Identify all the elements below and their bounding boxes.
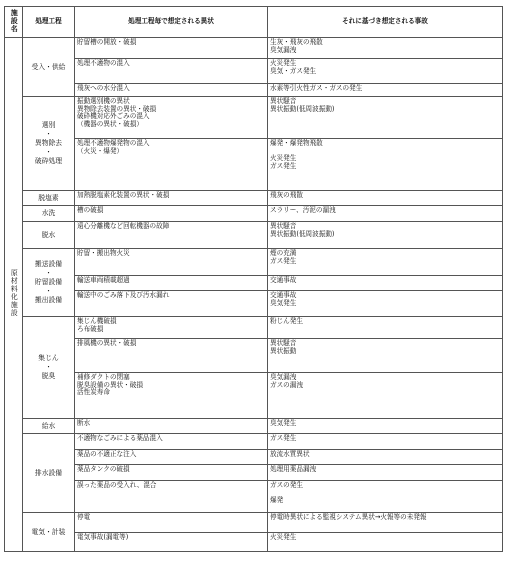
anomaly-cell (75, 465, 268, 481)
accident-text: スラリー、汚泥の漏洩 (270, 206, 336, 214)
anomaly-cell (75, 38, 268, 59)
process-label: ・ (45, 363, 52, 371)
anomaly-text: 処理不適物爆発物の混入 (77, 139, 150, 147)
process-cell (23, 513, 75, 552)
anomaly-text: 薬品の不適正な注入 (77, 450, 137, 458)
process-cell (23, 206, 75, 222)
table-row (5, 38, 503, 59)
anomaly-text: 電気事故(漏電等) (77, 533, 129, 541)
accident-cell (268, 97, 503, 139)
anomaly-cell (75, 513, 268, 533)
accident-cell (268, 84, 503, 97)
anomaly-cell (75, 139, 268, 191)
accident-text: 生灰・飛灰の飛散 (270, 38, 323, 46)
anomaly-text: 振動選別機の異状 (77, 97, 130, 105)
accident-text: ガスの漏洩 (270, 380, 303, 389)
process-label: 水洗 (41, 209, 56, 217)
accident-text: 異状振動(低周波振動) (270, 229, 335, 238)
process-cell (23, 317, 75, 419)
process-label: 搬送設備 (34, 260, 63, 268)
anomaly-cell (75, 291, 268, 317)
table-row (5, 249, 503, 276)
accident-text: 処理用薬品漏洩 (270, 465, 317, 473)
anomaly-text: 異物除去装置の異状・破損 (77, 104, 157, 113)
accident-cell (268, 317, 503, 339)
accident-text: ガス発生 (270, 256, 297, 265)
anomaly-text: 加熱脱塩素化装置の異状・破損 (77, 191, 170, 199)
anomaly-text: 不適物なごみによる薬品混入 (77, 434, 163, 442)
accident-text: 火災発生 (270, 59, 297, 67)
anomaly-text: 輸送中のごみ落下及び汚水漏れ (77, 291, 170, 299)
table-body (5, 38, 503, 552)
anomaly-text: 排風機の異状・破損 (77, 339, 137, 347)
anomaly-text: 遠心分離機など回転機器の故障 (77, 222, 170, 230)
process-label: ・ (45, 287, 52, 295)
anomaly-cell (75, 97, 268, 139)
anomaly-cell (75, 222, 268, 249)
anomaly-text: 停電 (77, 513, 91, 521)
process-label: 脱臭 (41, 372, 56, 380)
process-cell (23, 38, 75, 97)
anomaly-text: 飛灰への水分混入 (77, 84, 130, 92)
accident-text: 臭気発生 (270, 419, 297, 427)
anomaly-cell (75, 434, 268, 450)
process-label: 排水設備 (34, 468, 63, 477)
risk-table (4, 6, 503, 552)
anomaly-cell (75, 481, 268, 513)
accident-text: ガス発生 (270, 161, 297, 170)
header-row (5, 7, 503, 38)
process-label: ・ (45, 269, 52, 277)
accident-cell (268, 373, 503, 419)
process-label: 受入・供給 (31, 62, 66, 71)
table-row (5, 373, 503, 419)
accident-cell (268, 139, 503, 191)
table-row (5, 139, 503, 191)
header-accident: それに基づき想定される事故 (268, 7, 503, 38)
process-label: 選別 (41, 121, 56, 129)
accident-cell (268, 339, 503, 373)
accident-text: 交通事故 (270, 291, 297, 299)
anomaly-cell (75, 206, 268, 222)
accident-cell (268, 276, 503, 291)
accident-text: 臭気漏洩 (270, 45, 297, 54)
anomaly-text: （機器の異状・破損） (77, 119, 143, 128)
process-label: 異物除去 (34, 139, 63, 147)
table-row (5, 419, 503, 434)
anomaly-cell (75, 533, 268, 552)
table-row (5, 84, 503, 97)
anomaly-cell (75, 373, 268, 419)
accident-cell (268, 191, 503, 206)
anomaly-cell (75, 249, 268, 276)
table-row (5, 191, 503, 206)
accident-text: 臭気発生 (270, 298, 297, 307)
anomaly-text: 断水 (77, 419, 91, 427)
table-row (5, 339, 503, 373)
process-cell (23, 97, 75, 191)
accident-cell (268, 291, 503, 317)
accident-text: 異状騒音 (270, 339, 297, 347)
header-anomaly: 処理工程毎で想定される異状 (75, 7, 268, 38)
process-cell (23, 434, 75, 513)
process-label: 電気・計装 (31, 527, 66, 536)
process-label: 脱水 (41, 230, 56, 239)
table-row (5, 450, 503, 465)
table-row (5, 222, 503, 249)
accident-text: 異状振動(低周波振動) (270, 104, 335, 113)
accident-text: 飛灰の飛散 (270, 191, 303, 199)
anomaly-cell (75, 59, 268, 84)
accident-text: 粉じん発生 (270, 317, 303, 325)
table-row (5, 513, 503, 533)
anomaly-text: 貯留・搬出物火災 (77, 249, 130, 257)
anomaly-cell (75, 317, 268, 339)
anomaly-cell (75, 84, 268, 97)
accident-cell (268, 206, 503, 222)
accident-text: 爆発・爆発物飛散 (270, 139, 323, 147)
accident-text: 停電時異状による監視システム異状→火報等の未発報 (270, 513, 427, 521)
table-row (5, 481, 503, 513)
accident-text: 臭気漏洩 (270, 373, 297, 381)
process-label: 脱塩素 (38, 193, 59, 202)
anomaly-text: 貯留槽の開放・破損 (77, 38, 137, 46)
process-cell (23, 222, 75, 249)
process-label: 集じん (38, 354, 59, 362)
process-label: 搬出設備 (34, 296, 63, 304)
process-cell (23, 419, 75, 434)
accident-cell (268, 450, 503, 465)
anomaly-cell (75, 450, 268, 465)
anomaly-cell (75, 419, 268, 434)
accident-cell (268, 59, 503, 84)
table-row (5, 434, 503, 450)
anomaly-cell (75, 276, 268, 291)
accident-text: 異状振動 (270, 346, 297, 355)
accident-cell (268, 513, 503, 533)
anomaly-text: 活性炭寿命 (77, 388, 110, 397)
accident-text: 爆発 (270, 496, 284, 505)
anomaly-text: 脱臭設備の異状・破損 (77, 380, 143, 389)
process-cell (23, 191, 75, 206)
accident-text: ガス発生 (270, 434, 297, 442)
accident-cell (268, 533, 503, 552)
accident-text: ガスの発生 (270, 481, 303, 489)
table-row (5, 59, 503, 84)
accident-text: 交通事故 (270, 276, 297, 284)
anomaly-cell (75, 191, 268, 206)
header-process: 処理工程 (23, 7, 75, 38)
table-row (5, 97, 503, 139)
accident-cell (268, 419, 503, 434)
accident-text: 放流水質異状 (270, 450, 310, 458)
accident-text: 煙の充満 (270, 249, 297, 257)
accident-text (270, 148, 500, 156)
accident-text: 異状騒音 (270, 222, 297, 230)
anomaly-text: 誤った薬品の受入れ、混合 (77, 481, 157, 489)
anomaly-text: ろ布破損 (77, 324, 104, 333)
anomaly-text: 薬品タンクの破損 (77, 465, 130, 473)
table-row (5, 276, 503, 291)
anomaly-text: 輸送車両積載超過 (77, 276, 130, 284)
process-label: 破砕処理 (34, 157, 63, 165)
process-label: ・ (45, 130, 52, 138)
process-cell (23, 249, 75, 317)
anomaly-text: 槽の破損 (77, 206, 104, 214)
process-label: ・ (45, 148, 52, 156)
anomaly-cell (75, 339, 268, 373)
anomaly-text: 破砕機対応外ごみの混入 (77, 112, 150, 121)
process-label: 貯留設備 (34, 278, 63, 286)
accident-cell (268, 481, 503, 513)
table-row (5, 206, 503, 222)
accident-text: 水素等引火性ガス・ガスの発生 (270, 84, 363, 92)
anomaly-text: （火災・爆発） (77, 146, 124, 155)
accident-cell (268, 434, 503, 450)
accident-cell (268, 38, 503, 59)
accident-text: 火災発生 (270, 533, 297, 541)
accident-text: 火災発生 (270, 154, 297, 163)
anomaly-text: 補修ダクトの閉塞 (77, 373, 130, 381)
accident-text: 臭気・ガス発生 (270, 66, 317, 75)
process-label: 給水 (41, 421, 56, 430)
accident-text: 異状騒音 (270, 97, 297, 105)
table-row (5, 533, 503, 552)
accident-cell (268, 222, 503, 249)
accident-text (270, 490, 500, 498)
accident-cell (268, 465, 503, 481)
header-facility: 施設名 (5, 7, 23, 38)
anomaly-text: 処理不適物の混入 (77, 59, 130, 67)
table-row (5, 291, 503, 317)
table-row (5, 317, 503, 339)
table-row (5, 465, 503, 481)
anomaly-text: 集じん機破損 (77, 317, 117, 325)
accident-cell (268, 249, 503, 276)
facility-name-cell (5, 38, 23, 552)
facility-name: 原材料化施設 (10, 269, 19, 318)
